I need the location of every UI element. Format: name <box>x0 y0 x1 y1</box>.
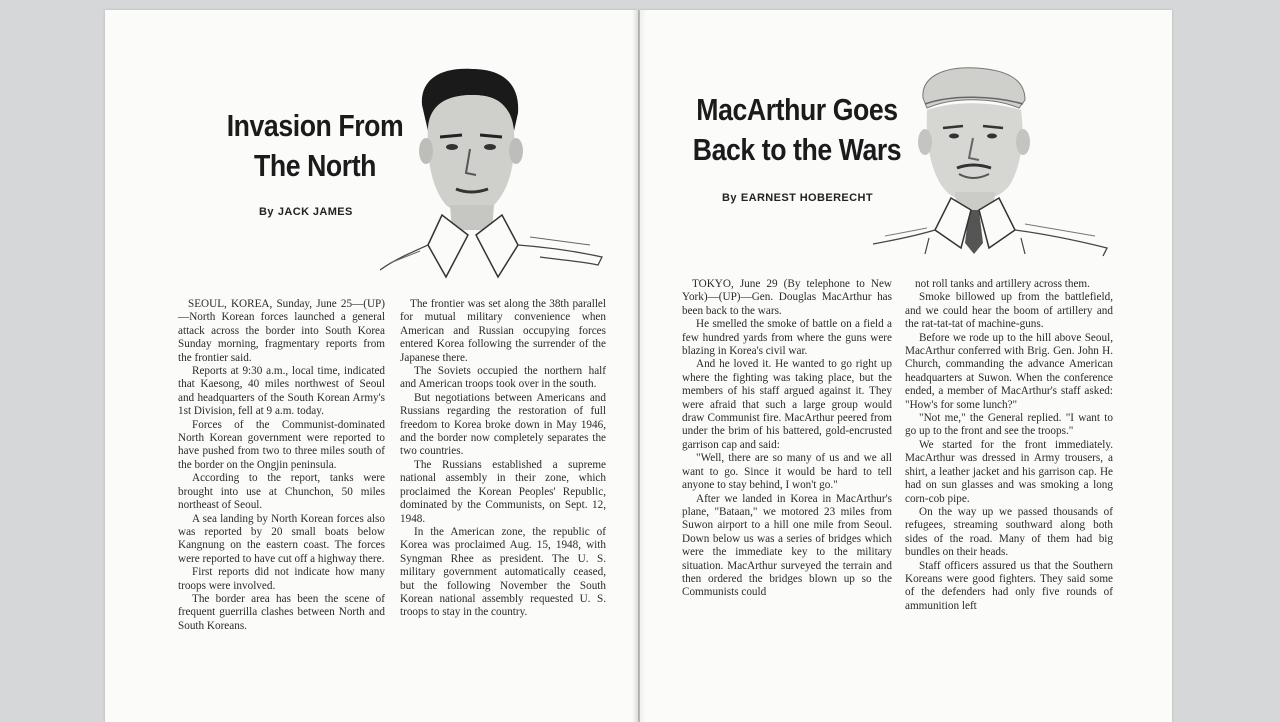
left-headline-line2: The North <box>253 148 377 183</box>
left-col2-paragraph: The Russians established a supreme national assembly in their zone, which proclaimed the Korean Peoples' Republic, dominated by the Communists, on Sept. 12, 1948. <box>400 458 606 525</box>
right-col1-paragraph: He smelled the smoke of battle on a field a few hundred yards from where the guns were blazing in Korea's civil war. <box>682 318 892 358</box>
left-col1-paragraph: A sea landing by North Korean forces also was reported by 20 small boats below Kangnung on the eastern coast. The forces were reported to have cut off a highway there. <box>178 512 385 565</box>
left-byline <box>259 206 353 218</box>
left-page <box>105 10 638 722</box>
right-headline-line2: Back to the Wars <box>692 132 902 167</box>
right-article-column-2 <box>905 278 1113 613</box>
left-col2-paragraph: In the American zone, the republic of Korea was proclaimed Aug. 15, 1948, with Syngman Rhee as president. The U. S. military government automatically ceased, but the following November the South Korean national assembly requested U. S. troops to stay in the country. <box>400 525 606 619</box>
right-byline-author: EARNEST HOBERECHT <box>740 192 873 204</box>
left-col1-paragraph: SEOUL, KOREA, Sunday, June 25—(UP)—North Korean forces launched a general attack across the border into South Korea Sunday morning, fragmentary reports from the frontier said. <box>178 298 385 364</box>
left-col2-paragraph: The Soviets occupied the northern half and American troops took over in the south. <box>400 365 606 391</box>
left-article-column-2 <box>400 298 606 620</box>
left-col2-paragraph: But negotiations between Americans and Russians regarding the restoration of full freedom to Korea broke down in May 1946, and the border now completely separates the two countries. <box>400 391 606 458</box>
right-col2-paragraph: We started for the front immediately. MacArthur was dressed in Army trousers, a shirt, a leather jacket and his garrison cap. He had on sun glasses and was smoking a long corn-cob pipe. <box>905 438 1113 505</box>
right-article-column-1 <box>682 278 892 600</box>
right-col2-paragraph: On the way up we passed thousands of refugees, streaming southward along both sides of the road. Many of them had big bundles on their heads. <box>905 505 1113 559</box>
right-byline-by: By <box>722 192 737 204</box>
right-col2-paragraph: "Not me," the General replied. "I want to go up to the front and see the troops." <box>905 412 1113 438</box>
right-col1-paragraph: After we landed in Korea in MacArthur's plane, "Bataan," we motored 23 miles from Suwon airport to a hill one mile from Seoul. Down below us was a series of bridges which were the immediate key to the military situation. MacArthur surveyed the terrain and then ordered the bridges blown up so the Communists could <box>682 492 892 599</box>
left-col1-paragraph: Reports at 9:30 a.m., local time, indicated that Kaesong, 40 miles northwest of Seoul and headquarters of the South Korean Army's 1st Division, fell at 9 a.m. today. <box>178 365 385 418</box>
right-col1-paragraph: TOKYO, June 29 (By telephone to New York)—(UP)—Gen. Douglas MacArthur has been back to the wars. <box>682 278 892 317</box>
portrait-jack-james <box>380 65 610 280</box>
right-col2-paragraph: Smoke billowed up from the battlefield, and we could hear the boom of artillery and the rat-tat-tat of machine-guns. <box>905 291 1113 331</box>
left-byline-by: By <box>259 206 274 218</box>
left-col1-paragraph: The border area has been the scene of frequent guerrilla clashes between North and South Koreans. <box>178 592 385 632</box>
right-page <box>640 10 1172 722</box>
left-col1-paragraph: First reports did not indicate how many troops were involved. <box>178 566 385 592</box>
left-byline-author: JACK JAMES <box>277 206 353 218</box>
right-col2-paragraph: Before we rode up to the hill above Seoul, MacArthur conferred with Brig. Gen. John H. Church, commanding the advance American headquarters at Suwon. When the conference ended, a member of MacArthur's staff asked: "How's for some lunch?" <box>905 331 1113 411</box>
left-col1-paragraph: Forces of the Communist-dominated North Korean government were reported to have pushed from two to three miles south of the border on the Ongjin peninsula. <box>178 418 385 471</box>
left-article-column-1 <box>178 298 385 633</box>
portrait-earnest-hoberecht <box>865 58 1115 268</box>
right-headline-line1: MacArthur Goes <box>696 92 898 127</box>
left-col2-paragraph: The frontier was set along the 38th parallel for mutual military convenience when American and Russian occupying forces entered Korea following the surrender of the Japanese there. <box>400 298 606 364</box>
right-col2-paragraph: not roll tanks and artillery across them. <box>915 278 1090 290</box>
right-byline <box>722 192 873 204</box>
left-headline-line1: Invasion From <box>226 108 404 143</box>
right-col1-paragraph: And he loved it. He wanted to go right up where the fighting was taking place, but the members of his staff argued against it. They were afraid that such a large group would draw Communist fire. MacArthur peered from under the brim of his battered, gold-encrusted garrison cap and said: <box>682 358 892 451</box>
right-col1-paragraph: "Well, there are so many of us and we all want to go. Since it would be hard to tell anyone to stay behind, I won't go." <box>682 452 892 492</box>
right-col2-paragraph: Staff officers assured us that the Southern Koreans were good fighters. They said some of the defenders had only five rounds of ammunition left <box>905 559 1113 612</box>
left-col1-paragraph: According to the report, tanks were brought into use at Chunchon, 50 miles northeast of Seoul. <box>178 472 385 512</box>
